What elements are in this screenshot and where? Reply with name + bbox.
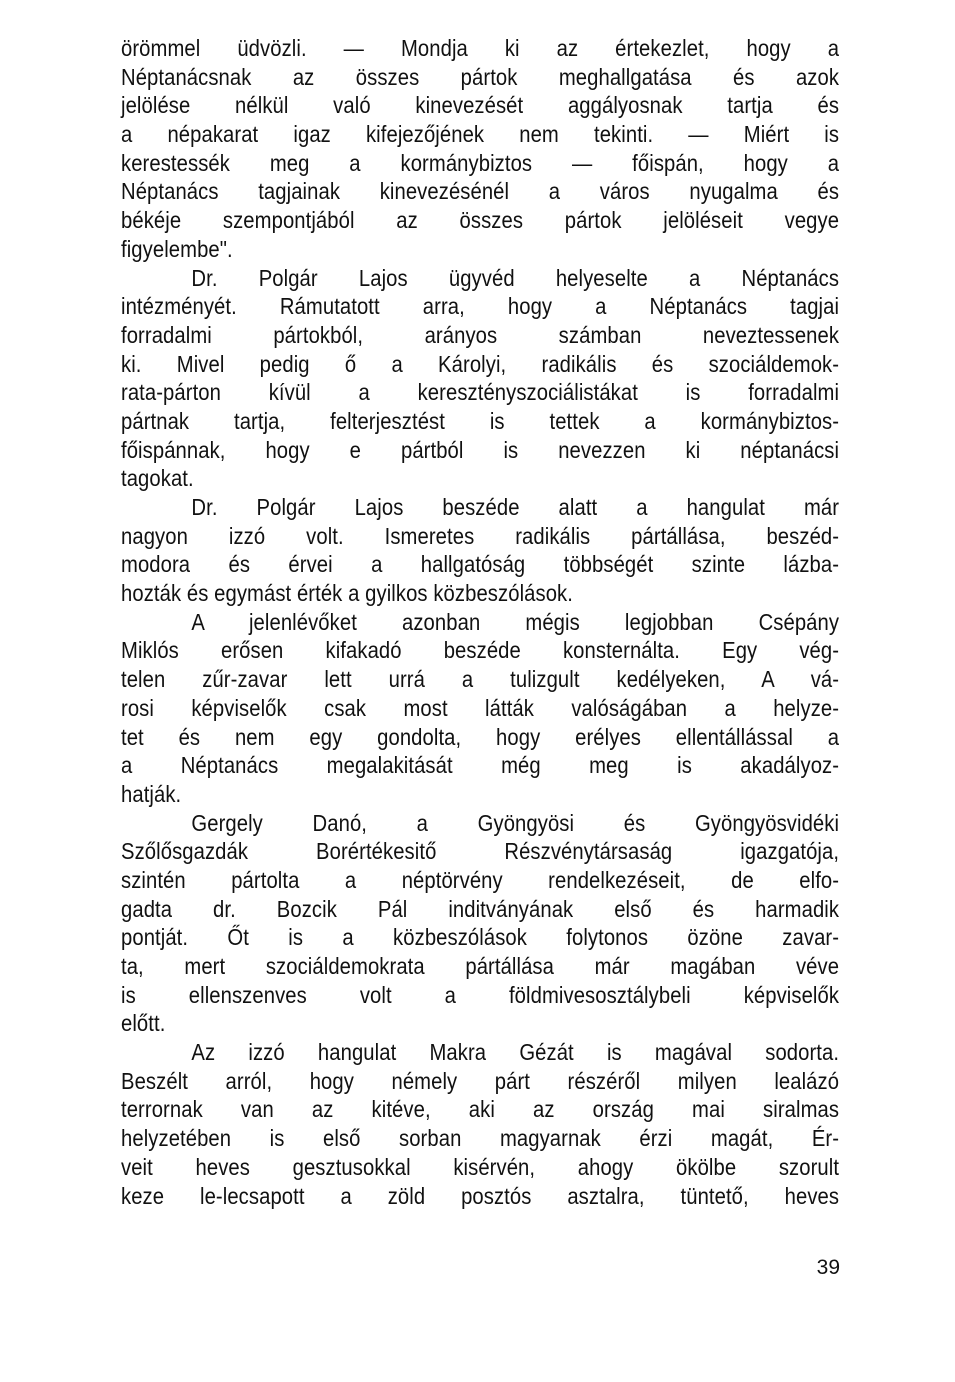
text-line: a Néptanács megalakitását még meg is akadályoz- xyxy=(121,752,840,779)
body-text xyxy=(121,34,839,1210)
text-line: rosi képviselők csak most látták valóságában a helyze- xyxy=(121,694,840,721)
text-line: kerestessék meg a kormánybiztos — főispán, hogy a xyxy=(121,149,840,176)
text-line: intézményét. Rámutatott arra, hogy a Néptanács tagjai xyxy=(121,293,840,320)
text-line: A jelenlévőket azonban mégis legjobban Csépány xyxy=(191,608,840,635)
text-line: jelölése nélkül való kinevezését aggályosnak tartja és xyxy=(121,92,840,119)
text-line: tet és nem egy gondolta, hogy erélyes ellentállással a xyxy=(121,723,840,750)
text-line: nagyon izzó volt. Ismeretes radikális pártállása, beszéd- xyxy=(121,522,840,549)
text-line: ta, mert szociáldemokrata pártállása már magában véve xyxy=(121,953,840,979)
text-line: a népakarat igaz kifejezőjének nem tekinti. — Miért is xyxy=(121,121,840,148)
text-line: Dr. Polgár Lajos beszéde alatt a hangulat már xyxy=(191,494,840,520)
text-line: Néptanács tagjainak kinevezésénél a város nyugalma és xyxy=(121,178,840,205)
text-line: Miklós erősen kifakadó beszéde konsternálta. Egy vég- xyxy=(121,637,840,664)
text-line: pártnak tartja, felterjesztést is tettek a kormánybiztos- xyxy=(121,407,840,434)
text-line: gadta dr. Bozcik Pál inditványának első és harmadik xyxy=(121,895,840,922)
text-line: Dr. Polgár Lajos ügyvéd helyeselte a Néptanács xyxy=(191,264,840,291)
text-line: előtt. xyxy=(121,1010,166,1037)
text-line: Szőlősgazdák Borértékesitő Részvénytársaság igazgatója, xyxy=(121,838,840,865)
text-line: Néptanácsnak az összes pártok meghallgatása és azok xyxy=(121,63,840,90)
text-line: pontját. Őt is a közbeszólások folytonos özöne zavar- xyxy=(121,924,840,951)
text-line: terrornak van az kitéve, aki az ország mai siralmas xyxy=(121,1096,840,1123)
text-line: rata-párton kívül a keresztényszociálistákat is forradalmi xyxy=(121,379,840,406)
text-line: békéje szempontjából az összes pártok jelöléseit vegye xyxy=(121,207,840,234)
text-line: Az izzó hangulat Makra Gézát is magával sodorta. xyxy=(191,1039,840,1066)
text-line: modora és érvei a hallgatóság többségét szinte lázba- xyxy=(121,551,840,578)
text-line: szintén pártolta a néptörvény rendelkezéseit, de elfo- xyxy=(121,866,840,893)
text-line: helyzetében is első sorban magyarnak érzi magát, Ér- xyxy=(121,1125,840,1152)
text-line: főispánnak, hogy e pártból is nevezzen ki néptanácsi xyxy=(121,436,840,463)
text-line: telen zűr-zavar lett urrá a tulizgult kedélyeken, A vá- xyxy=(121,666,840,693)
text-line: hatják. xyxy=(121,780,182,807)
text-line: ki. Mivel pedig ő a Károlyi, radikális és szociáldemok- xyxy=(121,350,840,377)
text-line: is ellenszenves volt a földmivesosztálybeli képviselők xyxy=(121,981,840,1008)
text-line: forradalmi pártokból, arányos számban neveztessenek xyxy=(121,321,840,348)
text-line: Gergely Danó, a Gyöngyösi és Gyöngyösvidéki xyxy=(191,809,840,836)
text-line: tagokat. xyxy=(121,465,194,492)
text-line: Beszélt arról, hogy némely párt részéről milyen lealázó xyxy=(121,1067,840,1094)
text-line: keze le-lecsapott a zöld posztós asztalra, tüntető, heves xyxy=(121,1182,840,1209)
text-line: figyelembe". xyxy=(121,235,233,262)
text-line: örömmel üdvözli. — Mondja ki az értekezlet, hogy a xyxy=(121,35,840,61)
page-number: 39 xyxy=(816,1256,840,1279)
text-line: hozták és egymást érték a gyilkos közbeszólások. xyxy=(121,580,573,607)
text-line: veit heves gesztusokkal kisérvén, ahogy ökölbe szorult xyxy=(121,1153,840,1180)
